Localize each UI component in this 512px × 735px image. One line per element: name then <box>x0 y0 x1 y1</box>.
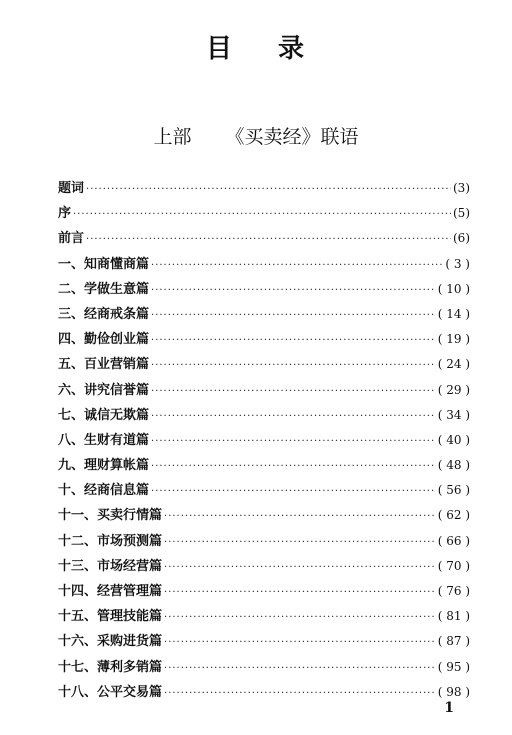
toc-dot-leader <box>151 436 436 447</box>
toc-entry <box>58 429 470 454</box>
toc-entry-page: ( 10 ) <box>437 281 470 296</box>
toc-entry-label: 十六、采购进货篇 <box>58 634 163 650</box>
page-number: 1 <box>444 700 454 716</box>
toc-entry-page: ( 40 ) <box>437 432 470 447</box>
toc-dot-leader <box>86 184 451 195</box>
toc-entry-page: ( 87 ) <box>437 634 470 649</box>
title-char-2: 录 <box>278 34 307 64</box>
toc-entry-label: 十二、市场预测篇 <box>58 533 163 549</box>
toc-entry-page: ( 19 ) <box>437 332 470 347</box>
toc-entry-label: 十三、市场经营篇 <box>58 558 163 574</box>
table-of-contents <box>58 177 470 706</box>
toc-entry-label: 十八、公平交易篇 <box>58 684 163 700</box>
toc-entry <box>58 454 470 479</box>
toc-entry <box>58 379 470 404</box>
toc-entry <box>58 278 470 303</box>
toc-entry <box>58 202 470 227</box>
title-char-1: 目 <box>205 34 234 64</box>
toc-dot-leader <box>164 511 436 522</box>
toc-entry-page: (6) <box>453 231 470 246</box>
toc-entry-page: ( 3 ) <box>445 256 470 271</box>
toc-entry-page: ( 66 ) <box>437 533 470 548</box>
toc-entry <box>58 177 470 202</box>
toc-dot-leader <box>151 486 436 497</box>
toc-entry-label: 三、经商戒条篇 <box>58 306 150 322</box>
toc-dot-leader <box>151 411 436 422</box>
toc-dot-leader <box>164 537 436 548</box>
toc-entry-label: 十、经商信息篇 <box>58 483 150 499</box>
toc-dot-leader <box>151 335 436 346</box>
toc-entry <box>58 530 470 555</box>
toc-entry <box>58 605 470 630</box>
toc-entry <box>58 555 470 580</box>
toc-entry-page: ( 14 ) <box>437 306 470 321</box>
toc-dot-leader <box>73 209 451 220</box>
toc-dot-leader <box>151 360 436 371</box>
toc-entry-label: 十七、薄利多销篇 <box>58 659 163 675</box>
toc-dot-leader <box>86 234 451 245</box>
toc-entry-label: 四、勤俭创业篇 <box>58 332 150 348</box>
toc-entry <box>58 227 470 252</box>
toc-entry-label: 序 <box>58 206 72 222</box>
toc-entry <box>58 504 470 529</box>
toc-dot-leader <box>164 637 436 648</box>
toc-entry-page: ( 76 ) <box>437 584 470 598</box>
toc-dot-leader <box>164 562 436 573</box>
toc-entry-label: 八、生财有道篇 <box>58 432 150 448</box>
toc-entry-label: 七、诚信无欺篇 <box>58 407 150 423</box>
toc-dot-leader <box>164 587 436 598</box>
toc-entry-label: 二、学做生意篇 <box>58 281 150 297</box>
toc-entry-label: 九、理财算帐篇 <box>58 458 150 474</box>
toc-entry <box>58 303 470 328</box>
toc-entry-label: 十一、买卖行情篇 <box>58 508 163 524</box>
toc-entry-page: ( 81 ) <box>437 609 470 624</box>
toc-entry-page: ( 62 ) <box>437 508 470 523</box>
toc-entry-label: 题词 <box>58 181 85 196</box>
page-title <box>0 28 512 65</box>
toc-entry <box>58 404 470 429</box>
toc-dot-leader <box>151 310 436 321</box>
toc-dot-leader <box>151 386 436 397</box>
toc-dot-leader <box>164 663 436 674</box>
toc-dot-leader <box>151 285 436 296</box>
toc-entry-page: ( 24 ) <box>437 357 470 372</box>
toc-entry <box>58 353 470 378</box>
toc-entry <box>58 681 470 706</box>
toc-entry-page: ( 48 ) <box>437 458 470 473</box>
toc-entry-page: ( 29 ) <box>437 382 470 397</box>
toc-entry <box>58 580 470 605</box>
toc-entry <box>58 253 470 278</box>
toc-entry-label: 五、百业营销篇 <box>58 357 150 373</box>
toc-entry-label: 六、讲究信誉篇 <box>58 382 150 398</box>
toc-entry-page: ( 56 ) <box>437 483 470 498</box>
section-name: 《买卖经》联语 <box>225 126 359 148</box>
toc-entry <box>58 656 470 681</box>
toc-entry-page: ( 95 ) <box>437 659 470 674</box>
toc-dot-leader <box>164 612 436 623</box>
toc-dot-leader <box>164 688 436 699</box>
toc-entry-page: ( 98 ) <box>437 684 470 699</box>
toc-entry-label: 十四、经营管理篇 <box>58 584 163 599</box>
section-part: 上部 <box>153 126 192 148</box>
toc-entry-label: 前言 <box>58 231 85 247</box>
toc-dot-leader <box>151 260 443 271</box>
toc-entry <box>58 479 470 504</box>
toc-entry-page: (5) <box>453 206 470 221</box>
toc-entry <box>58 630 470 655</box>
toc-entry-label: 一、知商懂商篇 <box>58 256 150 272</box>
toc-entry-label: 十五、管理技能篇 <box>58 609 163 625</box>
toc-entry-page: ( 70 ) <box>437 558 470 573</box>
toc-dot-leader <box>151 461 436 472</box>
toc-entry <box>58 328 470 353</box>
section-heading <box>0 122 512 149</box>
toc-entry-page: (3) <box>453 181 470 195</box>
toc-entry-page: ( 34 ) <box>437 407 470 422</box>
